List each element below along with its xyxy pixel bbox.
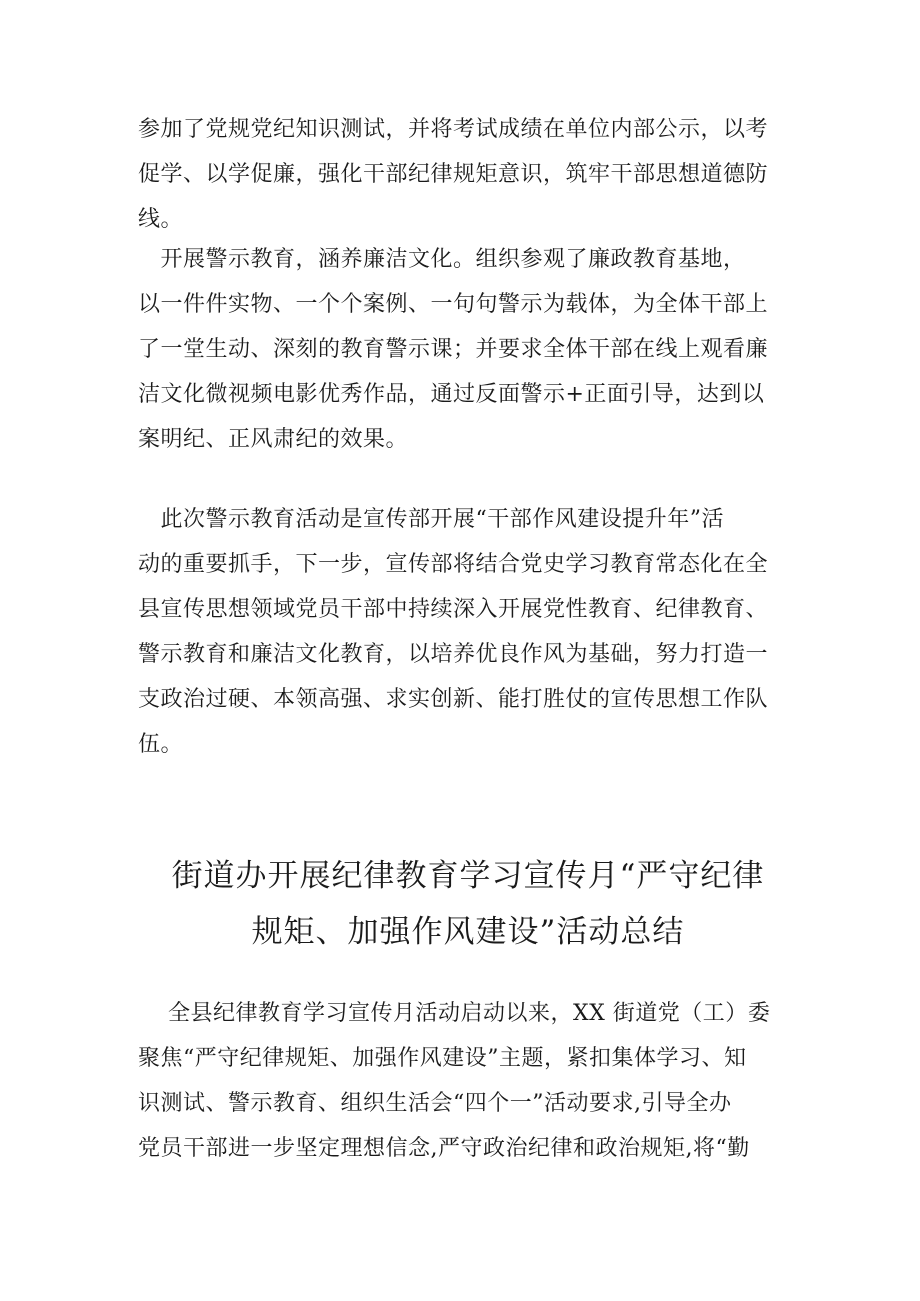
text-line: 了一堂生动、深刻的教育警示课；并要求全体干部在线上观看廉 xyxy=(138,337,769,362)
text-line: 伍。 xyxy=(138,732,184,757)
title-line: 街道办开展纪律教育学习宣传月“严守纪律 xyxy=(171,858,765,894)
paragraph-exam-results xyxy=(138,107,798,242)
text-line: 动的重要抓手，下一步，宣传部将结合党史学习教育常态化在全 xyxy=(138,552,769,577)
title-line: 规矩、加强作风建设”活动总结 xyxy=(251,914,685,950)
text-line: 县宣传思想领域党员干部中持续深入开展党性教育、纪律教育、 xyxy=(138,597,769,622)
text-line: 开展警示教育，涵养廉洁文化。组织参观了廉政教育基地， xyxy=(138,247,746,272)
section-title xyxy=(138,848,798,960)
text-line: 支政治过硬、本领高强、求实创新、能打胜仗的宣传思想工作队 xyxy=(138,687,769,712)
text-line: 此次警示教育活动是宣传部开展“干部作风建设提升年”活 xyxy=(138,507,724,532)
text-line: 洁文化微视频电影优秀作品，通过反面警示+正面引导，达到以 xyxy=(138,382,765,407)
text-line: 案明纪、正风肃纪的效果。 xyxy=(138,427,409,452)
paragraph-summary-intro xyxy=(138,991,798,1171)
text-line: 聚焦“严守纪律规矩、加强作风建设”主题，紧扣集体学习、知 xyxy=(138,1046,747,1071)
text-line: 促学、以学促廉，强化干部纪律规矩意识，筑牢干部思想道德防 xyxy=(138,162,769,187)
text-line: 全县纪律教育学习宣传月活动启动以来，XX 街道党（工）委 xyxy=(138,1001,771,1026)
text-line: 参加了党规党纪知识测试，并将考试成绩在单位内部公示，以考 xyxy=(138,117,769,142)
paragraph-next-steps xyxy=(138,497,798,767)
text-line: 党员干部进一步坚定理想信念,严守政治纪律和政治规矩,将“勤 xyxy=(138,1136,750,1161)
paragraph-warning-education xyxy=(138,237,798,462)
text-line: 警示教育和廉洁文化教育，以培养优良作风为基础，努力打造一 xyxy=(138,642,769,667)
text-line: 识测试、警示教育、组织生活会“四个一”活动要求,引导全办 xyxy=(138,1091,732,1116)
text-line: 线。 xyxy=(138,207,184,232)
text-line: 以一件件实物、一个个案例、一句句警示为载体，为全体干部上 xyxy=(138,292,769,317)
